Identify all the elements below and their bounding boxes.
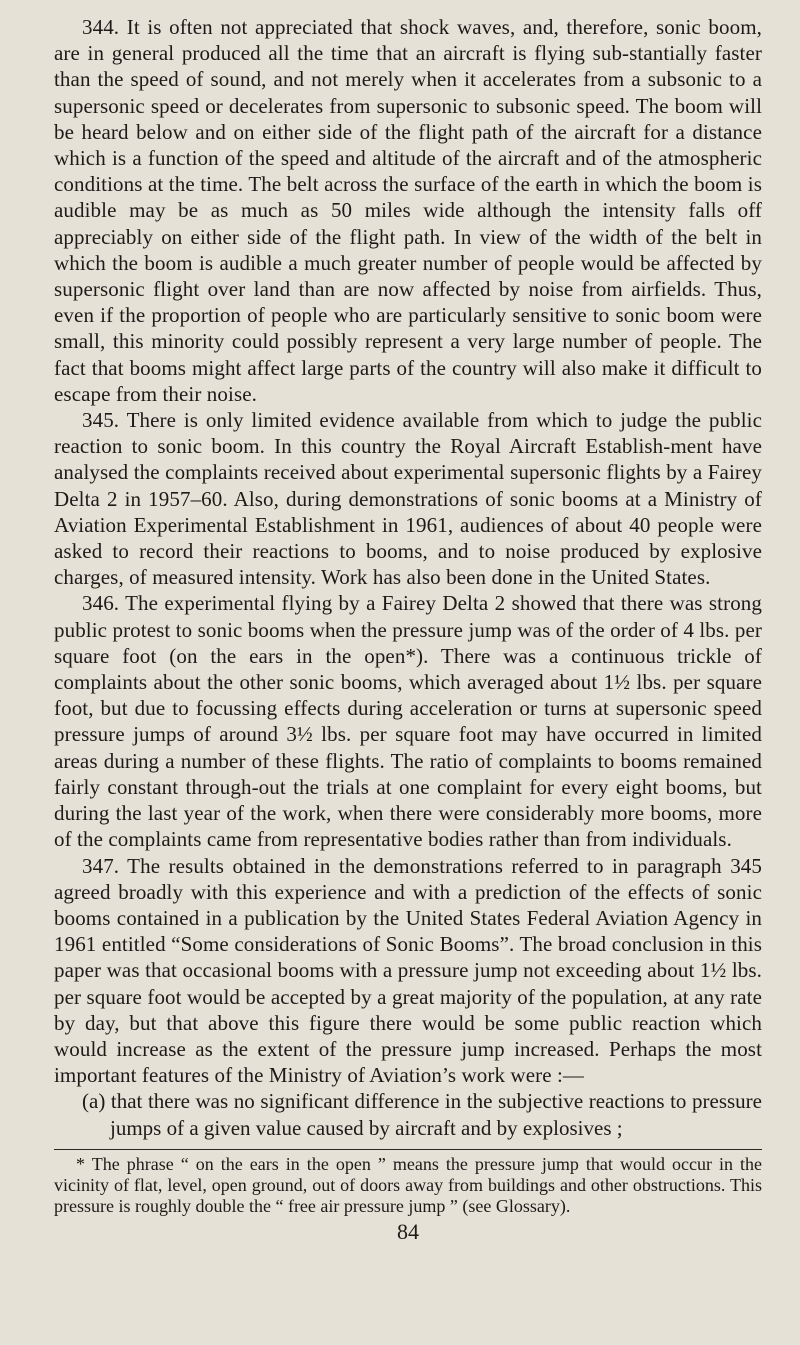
paragraph-344: 344. It is often not appreciated that shock waves, and, therefore, sonic boom, are in general produced all the time that an aircraft is flying sub-stantially faster than the speed of sound, and not merely when it accelerates from a subsonic to a supersonic speed or decelerates from supersonic to subsonic speed. The boom will be heard below and on either side of the flight path of the aircraft for a distance which is a function of the speed and altitude of the aircraft and of the atmospheric conditions at the time. The belt across the surface of the earth in which the boom is audible may be as much as 50 miles wide although the intensity falls off appreciably on either side of the flight path. In view of the width of the belt in which the boom is audible a much greater number of people would be affected by supersonic flight over land than are now affected by noise from airfields. Thus, even if the proportion of people who are particularly sensitive to sonic boom were small, this minority could possibly represent a very large number of people. The fact that booms might affect large parts of the country will also make it difficult to escape from their noise. — [54, 15, 762, 406]
subparagraph-a: (a) that there was no significant difference in the subjective reactions to pressure jumps of a given value caused by aircraft and by explosives ; — [82, 1089, 762, 1140]
page-number: 84 — [397, 1218, 419, 1244]
footnote-divider — [54, 1149, 762, 1150]
footnote: * The phrase “ on the ears in the open ” means the pressure jump that would occur in the vicinity of flat, level, open ground, out of doors away from buildings and other obstructions. This pressure is roughly double the “ free air pressure jump ” (see Glossary). — [54, 1153, 762, 1216]
paragraph-347: 347. The results obtained in the demonstrations referred to in paragraph 345 agreed broadly with this experience and with a prediction of the effects of sonic booms contained in a publication by the United States Federal Aviation Agency in 1961 entitled “Some considerations of Sonic Booms”. The broad conclusion in this paper was that occasional booms with a pressure jump not exceeding about 1½ lbs. per square foot would be accepted by a great majority of the population, at any rate by day, but that above this figure there would be some public reaction which would increase as the extent of the pressure jump increased. Perhaps the most important features of the Ministry of Aviation’s work were :— — [54, 853, 762, 1088]
paragraph-346: 346. The experimental flying by a Fairey Delta 2 showed that there was strong public protest to sonic booms when the pressure jump was of the order of 4 lbs. per square foot (on the ears in the open*). There was a continuous trickle of complaints about the other sonic booms, which averaged about 1½ lbs. per square foot, but due to focussing effects during acceleration or turns at supersonic speed pressure jumps of around 3½ lbs. per square foot may have occurred in limited areas during a number of these flights. The ratio of complaints to booms remained fairly constant through-out the trials at one complaint for every eight booms, but during the last year of the work, when there were considerably more booms, more of the complaints came from representative bodies rather than from individuals. — [54, 591, 762, 852]
paragraph-345: 345. There is only limited evidence available from which to judge the public reaction to sonic boom. In this country the Royal Aircraft Establish-ment have analysed the complaints received about experimental supersonic flights by a Fairey Delta 2 in 1957–60. Also, during demonstrations of sonic booms at a Ministry of Aviation Experimental Establishment in 1961, audiences of about 40 people were asked to record their reactions to booms, and to noise produced by explosive charges, of measured intensity. Work has also been done in the United States. — [54, 408, 762, 590]
